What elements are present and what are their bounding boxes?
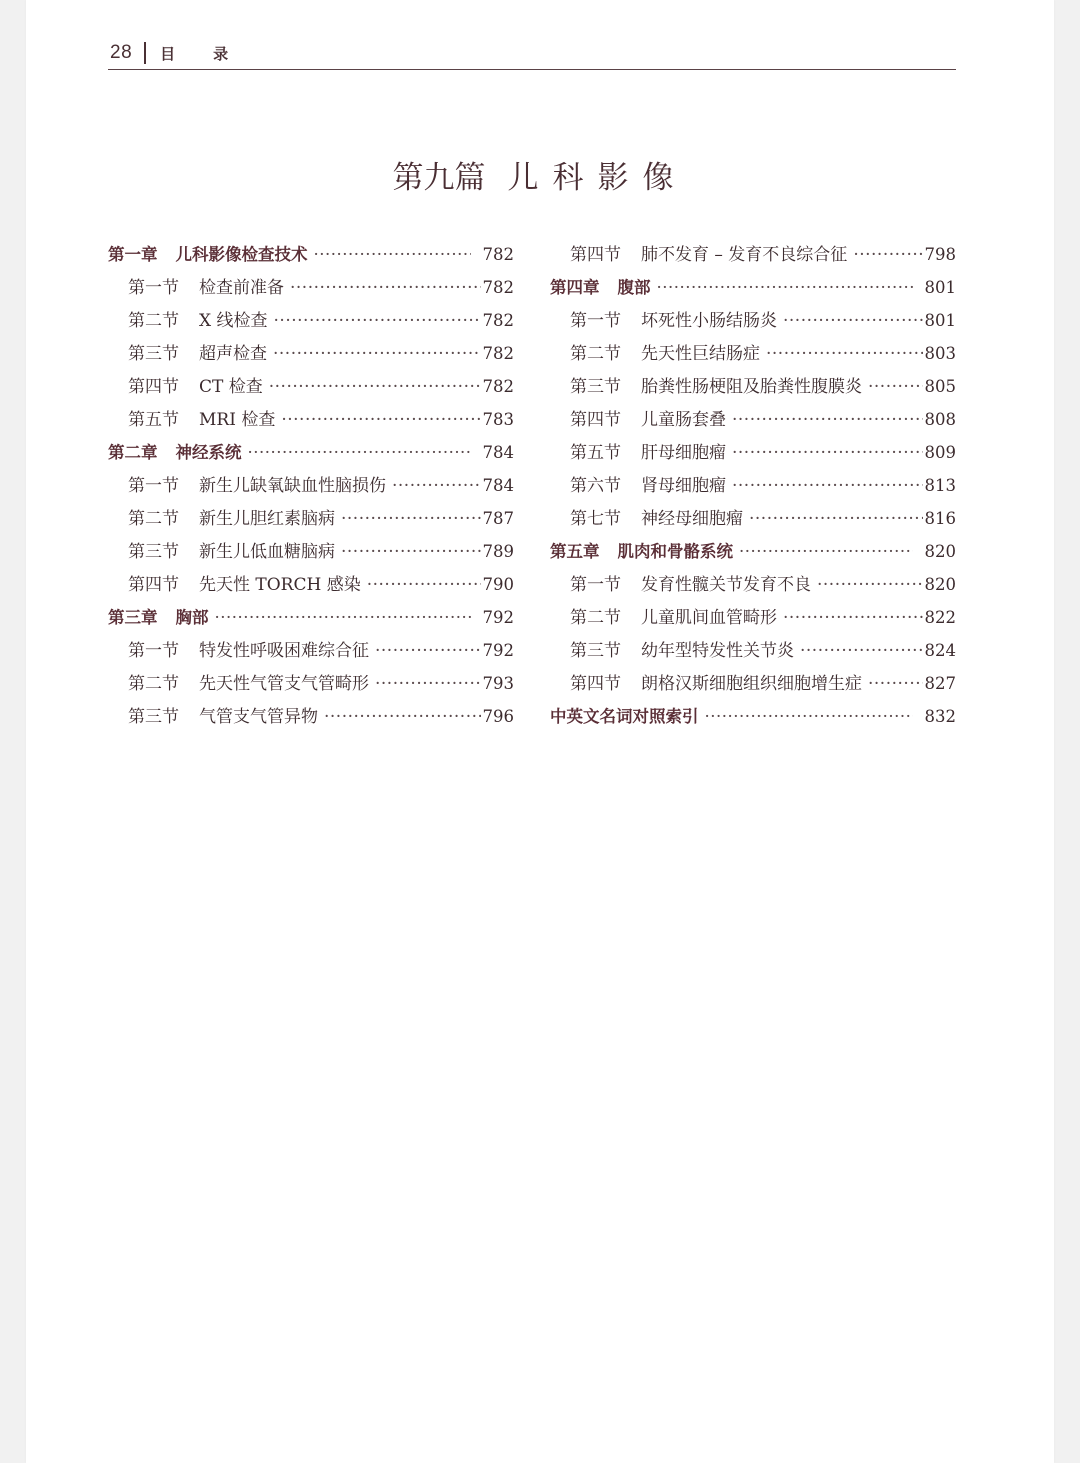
toc-page-number: 803 — [924, 344, 956, 363]
toc-entry-label: 第二节 — [128, 311, 179, 331]
toc-dot-leader — [341, 536, 481, 569]
toc-entry-title: 肾母细胞瘤 — [641, 476, 726, 496]
toc-page-number: 808 — [924, 410, 956, 429]
toc-entry-label: 第三节 — [128, 542, 179, 562]
toc-dot-leader — [817, 569, 923, 602]
toc-section-entry[interactable] — [108, 535, 514, 568]
toc-entry-title: 神经母细胞瘤 — [641, 509, 743, 529]
toc-entry-title: 检查前准备 — [199, 278, 284, 298]
toc-section-entry[interactable] — [550, 568, 956, 601]
toc-page-number: 782 — [482, 377, 514, 396]
toc-dot-leader — [868, 668, 923, 701]
toc-entry-title: 先天性 TORCH 感染 — [199, 575, 361, 595]
toc-section-entry[interactable] — [550, 436, 956, 469]
toc-dot-leader — [375, 668, 481, 701]
toc-dot-leader — [281, 404, 480, 437]
toc-page-number: 809 — [924, 443, 956, 462]
toc-entry-label: 第七节 — [570, 509, 621, 529]
toc-dot-leader — [273, 338, 481, 371]
toc-dot-leader — [657, 271, 913, 304]
toc-page-number: 822 — [924, 608, 956, 627]
toc-entry-title: 先天性巨结肠症 — [641, 344, 760, 364]
toc-entry-title: 腹部 — [617, 278, 651, 297]
toc-dot-leader — [749, 503, 923, 536]
toc-dot-leader — [800, 635, 923, 668]
toc-dot-leader — [314, 238, 471, 271]
toc-entry-label: 第四节 — [570, 410, 621, 430]
toc-page-number: 813 — [924, 476, 956, 495]
toc-section-entry[interactable] — [108, 667, 514, 700]
toc-page-number: 782 — [482, 311, 514, 330]
toc-entry-title: 神经系统 — [175, 443, 242, 462]
toc-entry-label: 第三节 — [128, 707, 179, 727]
toc-entry-title: 先天性气管支气管畸形 — [199, 674, 369, 694]
toc-dot-leader — [324, 701, 481, 734]
toc-page-number: 793 — [482, 674, 514, 693]
toc-entry-label: 第四节 — [570, 245, 621, 265]
toc-section-entry[interactable] — [550, 667, 956, 700]
toc-page-number: 782 — [482, 278, 514, 297]
page-number: 28 — [110, 42, 133, 63]
toc-entry-title: 儿童肌间血管畸形 — [641, 608, 777, 628]
toc-dot-leader — [215, 601, 471, 634]
toc-section-entry[interactable] — [108, 370, 514, 403]
toc-entry-label: 第二章 — [108, 443, 158, 462]
toc-dot-leader — [853, 239, 922, 272]
toc-page-number: 824 — [924, 641, 956, 660]
toc-entry-label: 第二节 — [570, 344, 621, 364]
toc-entry-title: 朗格汉斯细胞组织细胞增生症 — [641, 674, 862, 694]
toc-page-number: 801 — [924, 311, 956, 330]
toc-chapter-entry[interactable] — [108, 238, 514, 271]
toc-section-entry[interactable] — [108, 700, 514, 733]
toc-entry-title: 气管支气管异物 — [199, 707, 318, 727]
toc-entry-label: 第三章 — [108, 608, 158, 627]
toc-dot-leader — [274, 305, 481, 338]
toc-section-entry[interactable] — [108, 634, 514, 667]
toc-dot-leader — [269, 371, 481, 404]
toc-entry-title: 发育性髋关节发育不良 — [641, 575, 811, 595]
toc-section-entry[interactable] — [550, 370, 956, 403]
toc-section-entry[interactable] — [108, 469, 514, 502]
toc-section-entry[interactable] — [550, 634, 956, 667]
toc-entry-label: 第四节 — [570, 674, 621, 694]
toc-page-number: 792 — [482, 641, 514, 660]
toc-section-entry[interactable] — [550, 601, 956, 634]
toc-section-entry[interactable] — [550, 469, 956, 502]
toc-dot-leader — [392, 470, 481, 503]
toc-dot-leader — [367, 569, 481, 602]
toc-entry-title: 肺不发育 – 发育不良综合征 — [641, 245, 848, 265]
part-name: 儿科影像 — [507, 160, 688, 196]
toc-entry-label: 第二节 — [570, 608, 621, 628]
toc-page-number: 796 — [482, 707, 514, 726]
toc-chapter-entry[interactable] — [108, 601, 514, 634]
toc-chapter-entry[interactable] — [550, 700, 956, 733]
running-header — [110, 38, 266, 68]
toc-dot-leader — [783, 305, 923, 338]
toc-entry-label: 第五节 — [128, 410, 179, 430]
toc-section-entry[interactable] — [550, 502, 956, 535]
toc-entry-title: 幼年型特发性关节炎 — [641, 641, 794, 661]
toc-entry-label: 第五章 — [550, 542, 600, 561]
toc-chapter-entry[interactable] — [550, 535, 956, 568]
toc-entry-title: 新生儿低血糖脑病 — [199, 542, 335, 562]
toc-section-entry[interactable] — [550, 304, 956, 337]
toc-entry-title: CT 检查 — [199, 377, 263, 397]
part-title — [26, 152, 1054, 197]
toc-entry-label: 第一节 — [570, 311, 621, 331]
toc-section-entry[interactable] — [108, 337, 514, 370]
toc-entry-label: 第六节 — [570, 476, 621, 496]
toc-chapter-entry[interactable] — [550, 271, 956, 304]
toc-section-entry[interactable] — [108, 502, 514, 535]
toc-entry-label: 第三节 — [128, 344, 179, 364]
toc-entry-label: 第一节 — [128, 476, 179, 496]
toc-entry-label: 第四节 — [128, 377, 179, 397]
toc-entry-label: 第四节 — [128, 575, 179, 595]
toc-left-column — [108, 238, 514, 733]
toc-dot-leader — [248, 436, 471, 469]
toc-dot-leader — [766, 338, 923, 371]
toc-dot-leader — [732, 404, 923, 437]
document-page — [26, 0, 1054, 1463]
toc-entry-label: 第三节 — [570, 377, 621, 397]
toc-section-entry[interactable] — [108, 568, 514, 601]
toc-entry-title: 肌肉和骨骼系统 — [617, 542, 733, 561]
toc-page-number: 782 — [482, 245, 514, 264]
toc-page-number: 790 — [482, 575, 514, 594]
toc-chapter-entry[interactable] — [108, 436, 514, 469]
toc-section-entry[interactable] — [550, 238, 956, 271]
toc-dot-leader — [375, 635, 481, 668]
toc-dot-leader — [705, 700, 913, 733]
toc-section-entry[interactable] — [550, 403, 956, 436]
toc-dot-leader — [732, 470, 923, 503]
toc-entry-label: 第五节 — [570, 443, 621, 463]
toc-entry-label: 第三节 — [570, 641, 621, 661]
toc-entry-label: 第二节 — [128, 674, 179, 694]
toc-page-number: 798 — [924, 245, 956, 264]
toc-entry-label: 第一节 — [128, 278, 179, 298]
toc-page-number: 782 — [482, 344, 514, 363]
toc-page-number: 832 — [924, 707, 956, 726]
toc-entry-title: 超声检查 — [199, 344, 267, 364]
toc-entry-title: 坏死性小肠结肠炎 — [641, 311, 777, 331]
toc-dot-leader — [341, 503, 481, 536]
toc-dot-leader — [868, 371, 923, 404]
toc-entry-title: 胸部 — [175, 608, 209, 627]
toc-dot-leader — [739, 535, 913, 568]
toc-dot-leader — [732, 437, 923, 470]
toc-entry-title: MRI 检查 — [199, 410, 276, 430]
header-rule — [108, 69, 956, 70]
toc-dot-leader — [290, 272, 481, 305]
toc-page-number: 820 — [924, 575, 956, 594]
toc-page-number: 827 — [924, 674, 956, 693]
toc-section-entry[interactable] — [108, 403, 514, 436]
toc-page-number: 787 — [482, 509, 514, 528]
toc-entry-label: 第一章 — [108, 245, 158, 264]
toc-dot-leader — [783, 602, 923, 635]
toc-entry-title: 胎粪性肠梗阻及胎粪性腹膜炎 — [641, 377, 862, 397]
toc-section-entry[interactable] — [550, 337, 956, 370]
toc-entry-title: 儿童肠套叠 — [641, 410, 726, 430]
toc-page-number: 805 — [924, 377, 956, 396]
toc-page-number: 784 — [482, 443, 514, 462]
toc-entry-label: 第四章 — [550, 278, 600, 297]
header-divider-bar — [144, 42, 146, 64]
toc-entry-label: 中英文名词对照索引 — [550, 707, 699, 726]
toc-entry-title: 肝母细胞瘤 — [641, 443, 726, 463]
toc-page-number: 820 — [924, 542, 956, 561]
toc-page-number: 792 — [482, 608, 514, 627]
toc-entry-title: 新生儿胆红素脑病 — [199, 509, 335, 529]
toc-entry-title: 特发性呼吸困难综合征 — [199, 641, 369, 661]
toc-page-number: 816 — [924, 509, 956, 528]
running-header-title: 目录 — [160, 45, 267, 63]
toc-section-entry[interactable] — [108, 271, 514, 304]
toc-entry-title: 儿科影像检查技术 — [175, 245, 308, 264]
toc-section-entry[interactable] — [108, 304, 514, 337]
toc-page-number: 789 — [482, 542, 514, 561]
toc-page-number: 784 — [482, 476, 514, 495]
toc-page-number: 801 — [924, 278, 956, 297]
part-label: 第九篇 — [392, 160, 486, 196]
toc-entry-title: X 线检查 — [199, 311, 268, 331]
toc-page-number: 783 — [482, 410, 514, 429]
toc-entry-label: 第二节 — [128, 509, 179, 529]
toc-entry-title: 新生儿缺氧缺血性脑损伤 — [199, 476, 386, 496]
toc-entry-label: 第一节 — [570, 575, 621, 595]
toc-right-column — [550, 238, 956, 733]
toc-entry-label: 第一节 — [128, 641, 179, 661]
